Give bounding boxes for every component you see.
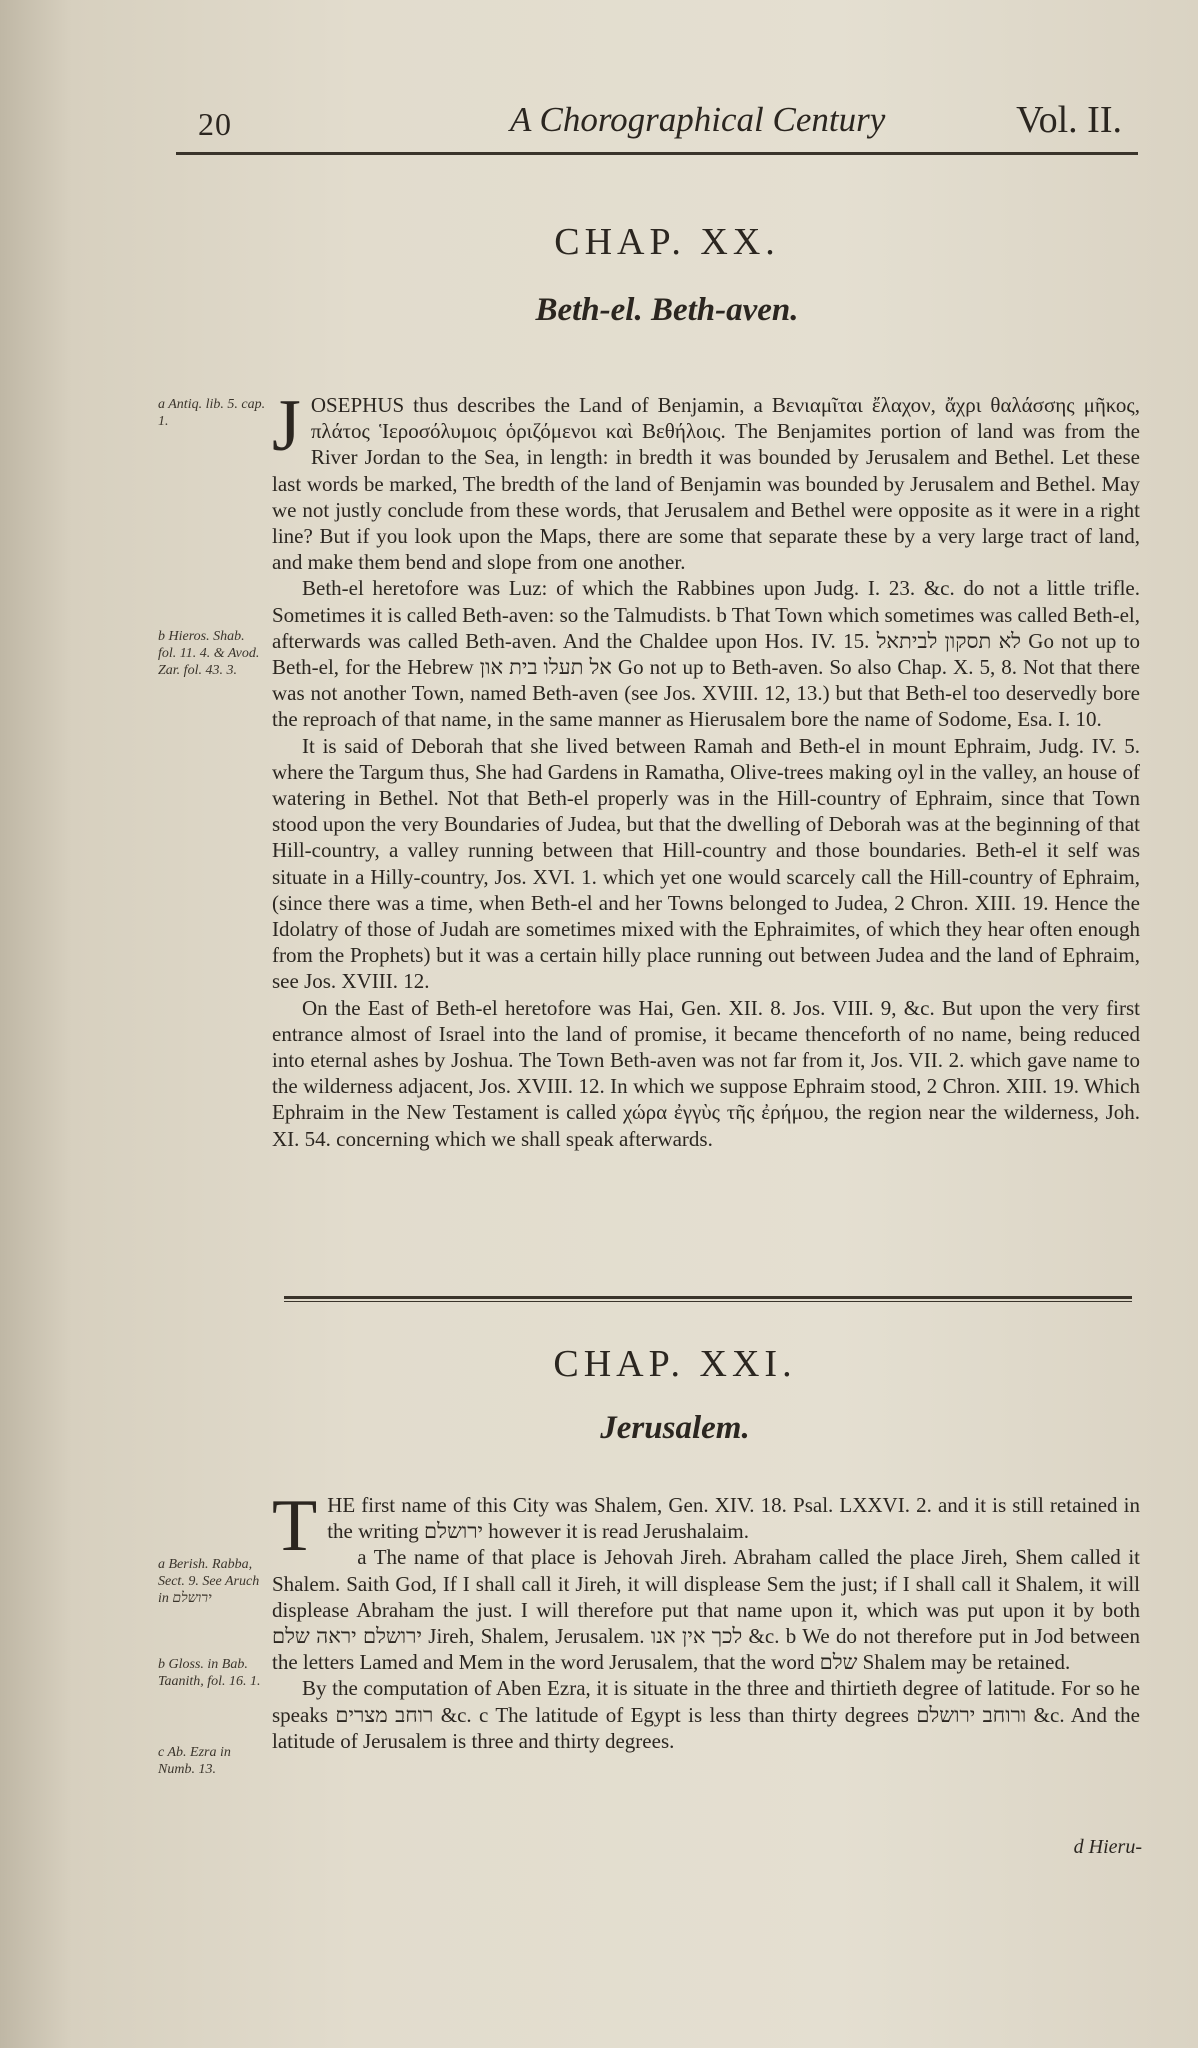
drop-cap: T bbox=[272, 1485, 318, 1567]
margin-note: b Hieros. Shab. fol. 11. 4. & Avod. Zar. fol. 43. 3. bbox=[158, 629, 260, 678]
paragraph bbox=[272, 385, 1140, 575]
running-title: A Chorographical Century bbox=[510, 100, 886, 139]
page-number: 20 bbox=[198, 106, 232, 142]
chapter-20-title: CHAP. XX. bbox=[554, 221, 780, 263]
paragraph: Beth-el heretofore was Luz: of which the Rabbines upon Judg. I. 23. &c. do not a little trifle. Sometimes it is called Beth-aven: so the Talmudists. b That Town which sometimes was called Beth-el, afterwards was called Beth-aven. And the Chaldee upon Hos. IV. 15. לא תסקון לביתאל Go not up to Beth-el, for the Hebrew אל תעלו בית און Go not up to Beth-aven. So also Chap. X. 5, 8. Not that there was not another Town, named Beth-aven (see Jos. XVIII. 12, 13.) but that Beth-el too deservedly bore the reproach of that name, in the same manner as Hierusalem bore the name of Sodome, Esa. I. 10. bbox=[272, 576, 1141, 732]
margin-note: a Antiq. lib. 5. cap. 1. bbox=[158, 397, 266, 429]
header-rule bbox=[176, 152, 1138, 155]
paragraph: It is said of Deborah that she lived between Ramah and Beth-el in mount Ephraim, Judg. IV. 5. where the Targum thus, She had Gardens in Ramatha, Olive-trees making oyl in the valley, an house of watering in Bethel. Not that Beth-el properly was in the Hill-country of Ephraim, since that Town stood upon the very Boundaries of Judea, but that the dwelling of Deborah was at the beginning of that Hill-country, a valley running between that Hill-country and those boundaries. Beth-el it self was situate in a Hilly-country, Jos. XVI. 1. which yet one would scarcely call the Hill-country of Ephraim, (since there was a time, when Beth-el and her Towns belonged to Judea, 2 Chron. XIII. 19. Hence the Idolatry of those of Judah are sometimes mixed with the Ephraimites, of which they hear often enough from the Prophets) but it was a certain hilly place running out between Judea and the land of Ephraim, see Jos. XVIII. 12. bbox=[272, 733, 1140, 994]
paragraph-text: OSEPHUS thus describes the Land of Benjamin, a Βενιαμῖται ἔλαχον, ἄχρι θαλάσσης μῆκος, πλάτος Ἱεροσόλυμοις ὁριζόμενοι καὶ Βεθήλοις. The Benjamites portion of land was from the River Jordan to the Sea, in length: in bredth it was bounded by Jerusalem and Bethel. Let these last words be marked, The bredth of the land of Benjamin was bounded by Jerusalem and Bethel. May we not justly conclude from these words, that Jerusalem and Bethel were opposite as it were in a right line? But if you look upon the Maps, there are some that separate these by a very large tract of land, and make them bend and slope from one another. bbox=[272, 393, 1140, 575]
chapter-21-subtitle: Jerusalem. bbox=[600, 1410, 750, 1446]
running-head bbox=[190, 96, 1142, 146]
chapter-21-body bbox=[272, 1485, 1141, 1754]
chapter-20-subtitle: Beth-el. Beth-aven. bbox=[535, 292, 799, 328]
margin-note: b Gloss. in Bab. Taanith, fol. 16. 1. bbox=[158, 1657, 261, 1689]
chapter-20-body bbox=[272, 385, 1141, 1152]
paragraph bbox=[272, 1485, 1140, 1567]
volume-label: Vol. II. bbox=[1016, 99, 1122, 141]
paragraph: By the computation of Aben Ezra, it is situate in the three and thirtieth degree of latitude. For so he speaks רוחב מצרים &c. c The latitude of Egypt is less than thirty degrees ורוחב ירושלם &c. And the latitude of Jerusalem is three and thirty degrees. bbox=[272, 1676, 1140, 1753]
paragraph: On the East of Beth-el heretofore was Hai, Gen. XII. 8. Jos. VIII. 9, &c. But upon the very first entrance almost of Israel into the land of promise, it became thenceforth of no name, being reduced into eternal ashes by Joshua. The Town Beth-aven was not far from it, Jos. VII. 2. which gave name to the wilderness adjacent, Jos. XVIII. 12. In which we suppose Ephraim stood, 2 Chron. XIII. 19. Which Ephraim in the New Testament is called χώρα ἐγγὺς τῆς ἐρήμου, the region near the wilderness, Joh. XI. 54. concerning which we shall speak afterwards. bbox=[272, 995, 1140, 1151]
margin-note: c Ab. Ezra in Numb. 13. bbox=[158, 1745, 231, 1777]
chapter-separator-rule bbox=[284, 1296, 1132, 1299]
margin-note: a Berish. Rabba, Sect. 9. See Aruch in ירושלם bbox=[158, 1557, 260, 1606]
paragraph-text: HE first name of this City was Shalem, Gen. XIV. 18. Psal. LXXVI. 2. and it is still retained in the writing ירושלם however it is read Jerushalaim. bbox=[327, 1493, 1140, 1544]
chapter-21-title: CHAP. XXI. bbox=[553, 1343, 797, 1385]
drop-cap: J bbox=[272, 385, 301, 467]
paragraph: a The name of that place is Jehovah Jireh. Abraham called the place Jireh, Shem called it Shalem. Saith God, If I shall call it Jireh, it will displease Sem the just; if I shall call it Shalem, it will displease Abraham the just. I will therefore put that name upon it, which was put upon it by both ירושלם יראה שלם Jireh, Shalem, Jerusalem. לכך אין אנו &c. b We do not therefore put in Jod between the letters Lamed and Mem in the word Jerusalem, that the word שלם Shalem may be retained. bbox=[272, 1545, 1141, 1675]
catchword: d Hieru- bbox=[1073, 1836, 1142, 1858]
